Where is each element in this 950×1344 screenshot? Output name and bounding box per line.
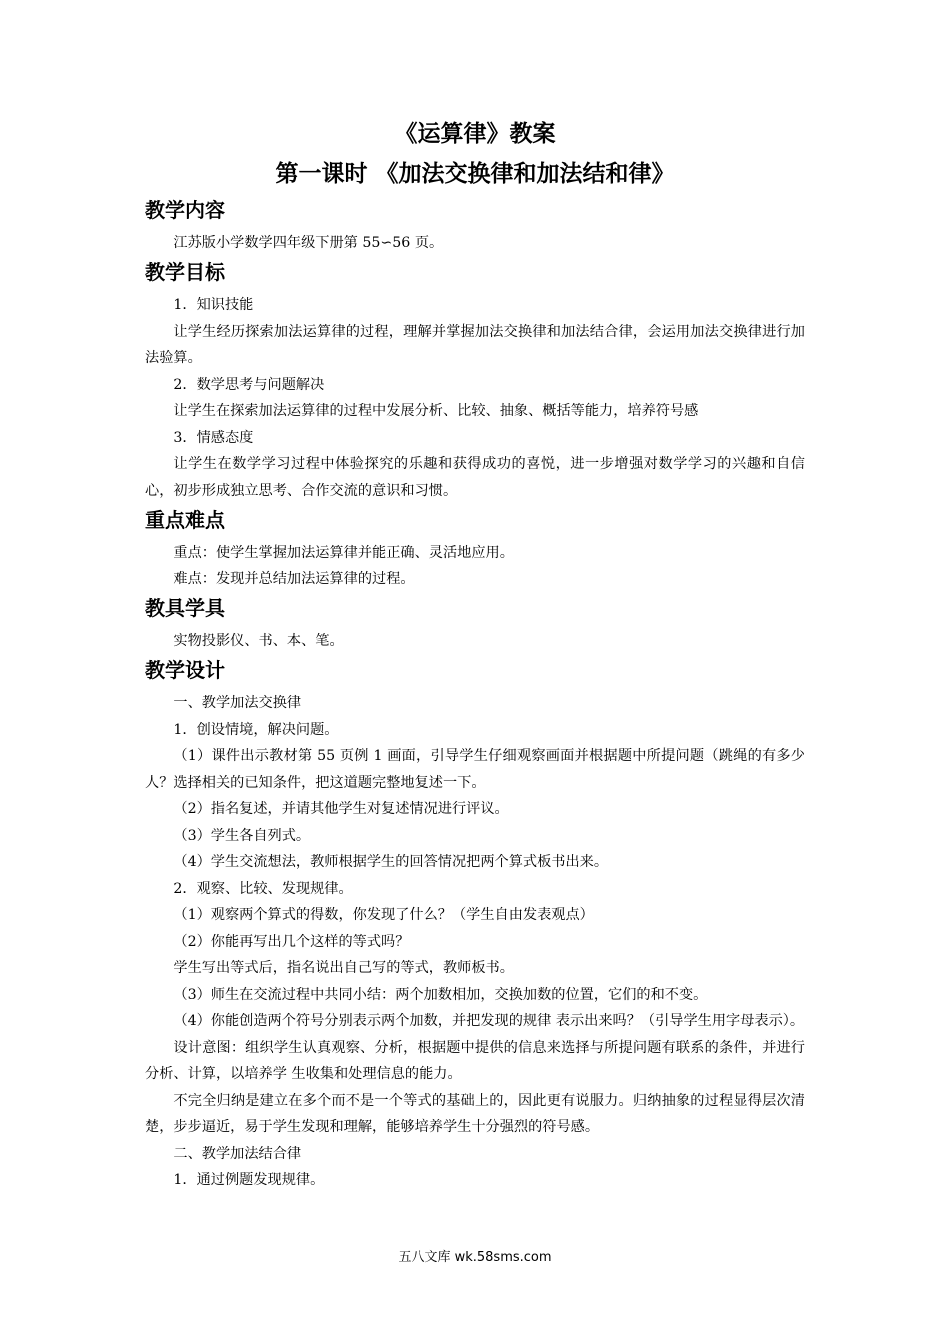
paragraph: 一、教学加法交换律 [173, 695, 302, 711]
paragraph: （4）学生交流想法，教师根据学生的回答情况把两个算式板书出来。 [173, 854, 609, 870]
paragraph: 江苏版小学数学四年级下册第 55∽56 页。 [173, 235, 444, 251]
paragraph: 2．数学思考与问题解决 [173, 376, 325, 393]
paragraph: 让学生在探索加法运算律的过程中发展分析、比较、抽象、概括等能力，培养符号感 [173, 403, 699, 419]
page-footer: 五八文库 wk.58sms.com [398, 1250, 552, 1265]
section-heading-goals: 教学目标 [145, 260, 225, 284]
paragraph: 让学生在数学学习过程中体验探究的乐趣和获得成功的喜悦，进一步增强对数学学习的兴趣和自信心，初步形成独立思考、合作交流的意识和习惯。 [145, 456, 805, 499]
section-heading-design: 教学设计 [145, 658, 225, 682]
paragraph: （2）指名复述，并请其他学生对复述情况进行评议。 [173, 801, 509, 817]
paragraph: 二、教学加法结合律 [173, 1145, 302, 1162]
paragraph: 1．知识技能 [173, 297, 254, 313]
paragraph: （3）学生各自列式。 [173, 827, 311, 844]
paragraph: 1．通过例题发现规律。 [173, 1172, 325, 1188]
paragraph: 3．情感态度 [173, 429, 254, 446]
section-heading-content: 教学内容 [145, 198, 225, 222]
section-heading-tools: 教具学具 [145, 596, 225, 620]
paragraph: 1．创设情境，解决问题。 [173, 721, 339, 738]
paragraph: 学生写出等式后，指名说出自己写的等式，教师板书。 [173, 960, 514, 976]
paragraph: 2．观察、比较、发现规律。 [173, 880, 353, 897]
paragraph: （4）你能创造两个符号分别表示两个加数，并把发现的规律 表示出来吗？（引导学生用字母表示）。 [173, 1013, 805, 1029]
paragraph: 让学生经历探索加法运算律的过程，理解并掌握加法交换律和加法结合律，会运用加法交换律进行加法验算。 [145, 323, 805, 366]
paragraph: （2）你能再写出几个这样的等式吗？ [173, 933, 410, 950]
document-subtitle: 第一课时 《加法交换律和加法结和律》 [275, 160, 675, 187]
paragraph: 不完全归纳是建立在多个而不是一个等式的基础上的，因此更有说服力。归纳抽象的过程显得层次清楚，步步逼近，易于学生发现和理解，能够培养学生十分强烈的符号感。 [145, 1092, 805, 1135]
section-heading-key-points: 重点难点 [145, 507, 225, 532]
paragraph: 重点：使学生掌握加法运算律并能正确、灵活地应用。 [173, 544, 514, 561]
paragraph: 实物投影仪、书、本、笔。 [173, 633, 344, 649]
paragraph: （1）观察两个算式的得数，你发现了什么？（学生自由发表观点） [173, 907, 594, 923]
document-title: 《运算律》教案 [394, 120, 556, 147]
paragraph: 难点：发现并总结加法运算律的过程。 [173, 571, 415, 587]
paragraph: （3）师生在交流过程中共同小结：两个加数相加，交换加数的位置，它们的和不变。 [173, 986, 708, 1003]
paragraph: （1）课件出示教材第 55 页例 1 画面，引导学生仔细观察画面并根据题中所提问题（跳绳的有多少人？选择相关的已知条件，把这道题完整地复述一下。 [145, 748, 805, 791]
paragraph: 设计意图：组织学生认真观察、分析，根据题中提供的信息来选择与所提问题有联系的条件，并进行分析、计算，以培养学 生收集和处理信息的能力。 [145, 1039, 805, 1082]
document-body [145, 196, 805, 1194]
